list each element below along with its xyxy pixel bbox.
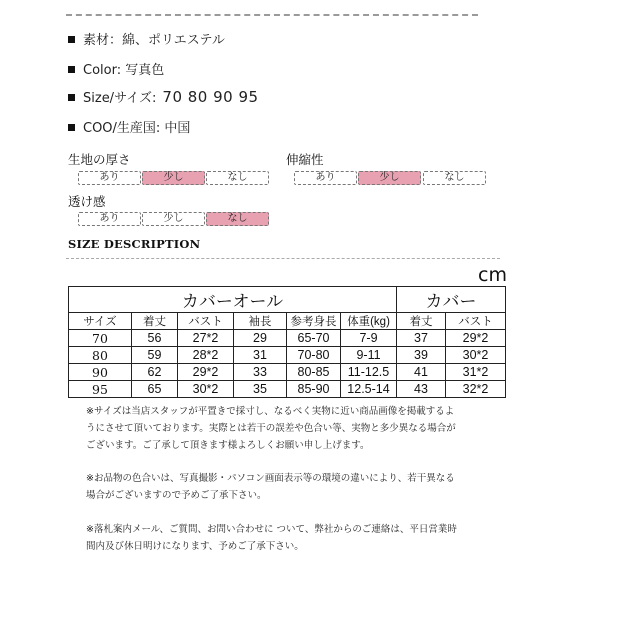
group-cover-header: カバー	[397, 287, 506, 313]
table-cell: 9-11	[341, 347, 397, 364]
table-cell: 80	[69, 347, 132, 364]
spec-coo: COO/生産国: 中国	[68, 117, 190, 136]
stretch-option-nashi: なし	[423, 171, 486, 185]
table-header-row	[69, 313, 506, 330]
stretch-label: 伸縮性	[286, 152, 324, 167]
size-description-title: SIZE DESCRIPTION	[68, 237, 201, 251]
table-cell: 65	[132, 381, 178, 398]
spec-size: Size/サイズ: 70 80 90 95	[68, 87, 259, 106]
square-bullet-icon	[68, 124, 75, 131]
square-bullet-icon	[68, 94, 75, 101]
col-header: 袖長	[234, 313, 287, 330]
stretch-option-ari: あり	[294, 171, 357, 185]
transparency-label: 透け感	[68, 194, 106, 209]
note-contact: ※落札案内メール、ご質問、お問い合わせに ついて、弊社からのご連絡は、平日営業時 間内及び休日明けになります、予めご了承下さい。	[86, 524, 457, 552]
table-cell: 62	[132, 364, 178, 381]
unit-label: cm	[478, 264, 507, 286]
table-row	[69, 347, 506, 364]
top-divider	[66, 14, 478, 16]
table-cell: 35	[234, 381, 287, 398]
col-header: サイズ	[69, 313, 132, 330]
table-cell: 33	[234, 364, 287, 381]
group-coverall-header: カバーオール	[69, 287, 397, 313]
square-bullet-icon	[68, 66, 75, 73]
table-cell: 59	[132, 347, 178, 364]
note-color: ※お品物の色合いは、写真撮影・パソコン画面表示等の環境の違いにより、若干異なる 場合がございますので予めご了承下さい。	[86, 473, 455, 501]
transparency-option-nashi: なし	[206, 212, 269, 226]
transparency-option-ari: あり	[78, 212, 141, 226]
thickness-label: 生地の厚さ	[68, 152, 131, 167]
section-divider	[66, 258, 500, 259]
table-cell: 70-80	[287, 347, 341, 364]
table-row	[69, 364, 506, 381]
table-cell: 29	[234, 330, 287, 347]
table-cell: 37	[397, 330, 446, 347]
spec-material: 素材：綿、ポリエステル	[68, 29, 225, 48]
table-cell: 80-85	[287, 364, 341, 381]
table-cell: 30*2	[446, 347, 506, 364]
table-cell: 31*2	[446, 364, 506, 381]
table-cell: 56	[132, 330, 178, 347]
thickness-option-sukoshi: 少し	[142, 171, 205, 185]
table-cell: 70	[69, 330, 132, 347]
table-cell: 90	[69, 364, 132, 381]
table-group-row	[69, 287, 506, 313]
table-cell: 27*2	[178, 330, 234, 347]
col-header: 着丈	[397, 313, 446, 330]
note-measurement: ※サイズは当店スタッフが平置きで採寸し、なるべく実物に近い商品画像を掲載するよ うにさせて頂いております。実際とは若干の誤差や色合い等、実物と多少異なる場合が ございます。ご了承して頂きます様よろしくお願い申し上げます。	[86, 406, 456, 451]
table-cell: 11-12.5	[341, 364, 397, 381]
table-cell: 39	[397, 347, 446, 364]
col-header: 着丈	[132, 313, 178, 330]
table-cell: 31	[234, 347, 287, 364]
table-cell: 28*2	[178, 347, 234, 364]
spec-color: Color: 写真色	[68, 59, 164, 78]
table-cell: 85-90	[287, 381, 341, 398]
table-cell: 29*2	[446, 330, 506, 347]
col-header: バスト	[178, 313, 234, 330]
table-cell: 43	[397, 381, 446, 398]
table-cell: 7-9	[341, 330, 397, 347]
table-cell: 30*2	[178, 381, 234, 398]
stretch-option-sukoshi: 少し	[358, 171, 421, 185]
thickness-option-nashi: なし	[206, 171, 269, 185]
table-cell: 95	[69, 381, 132, 398]
col-header: 参考身長	[287, 313, 341, 330]
col-header: バスト	[446, 313, 506, 330]
table-row	[69, 330, 506, 347]
size-table	[68, 286, 506, 398]
table-cell: 29*2	[178, 364, 234, 381]
table-cell: 41	[397, 364, 446, 381]
transparency-option-sukoshi: 少し	[142, 212, 205, 226]
square-bullet-icon	[68, 36, 75, 43]
table-row	[69, 381, 506, 398]
thickness-option-ari: あり	[78, 171, 141, 185]
table-cell: 32*2	[446, 381, 506, 398]
table-cell: 12.5-14	[341, 381, 397, 398]
col-header: 体重(kg)	[341, 313, 397, 330]
table-cell: 65-70	[287, 330, 341, 347]
